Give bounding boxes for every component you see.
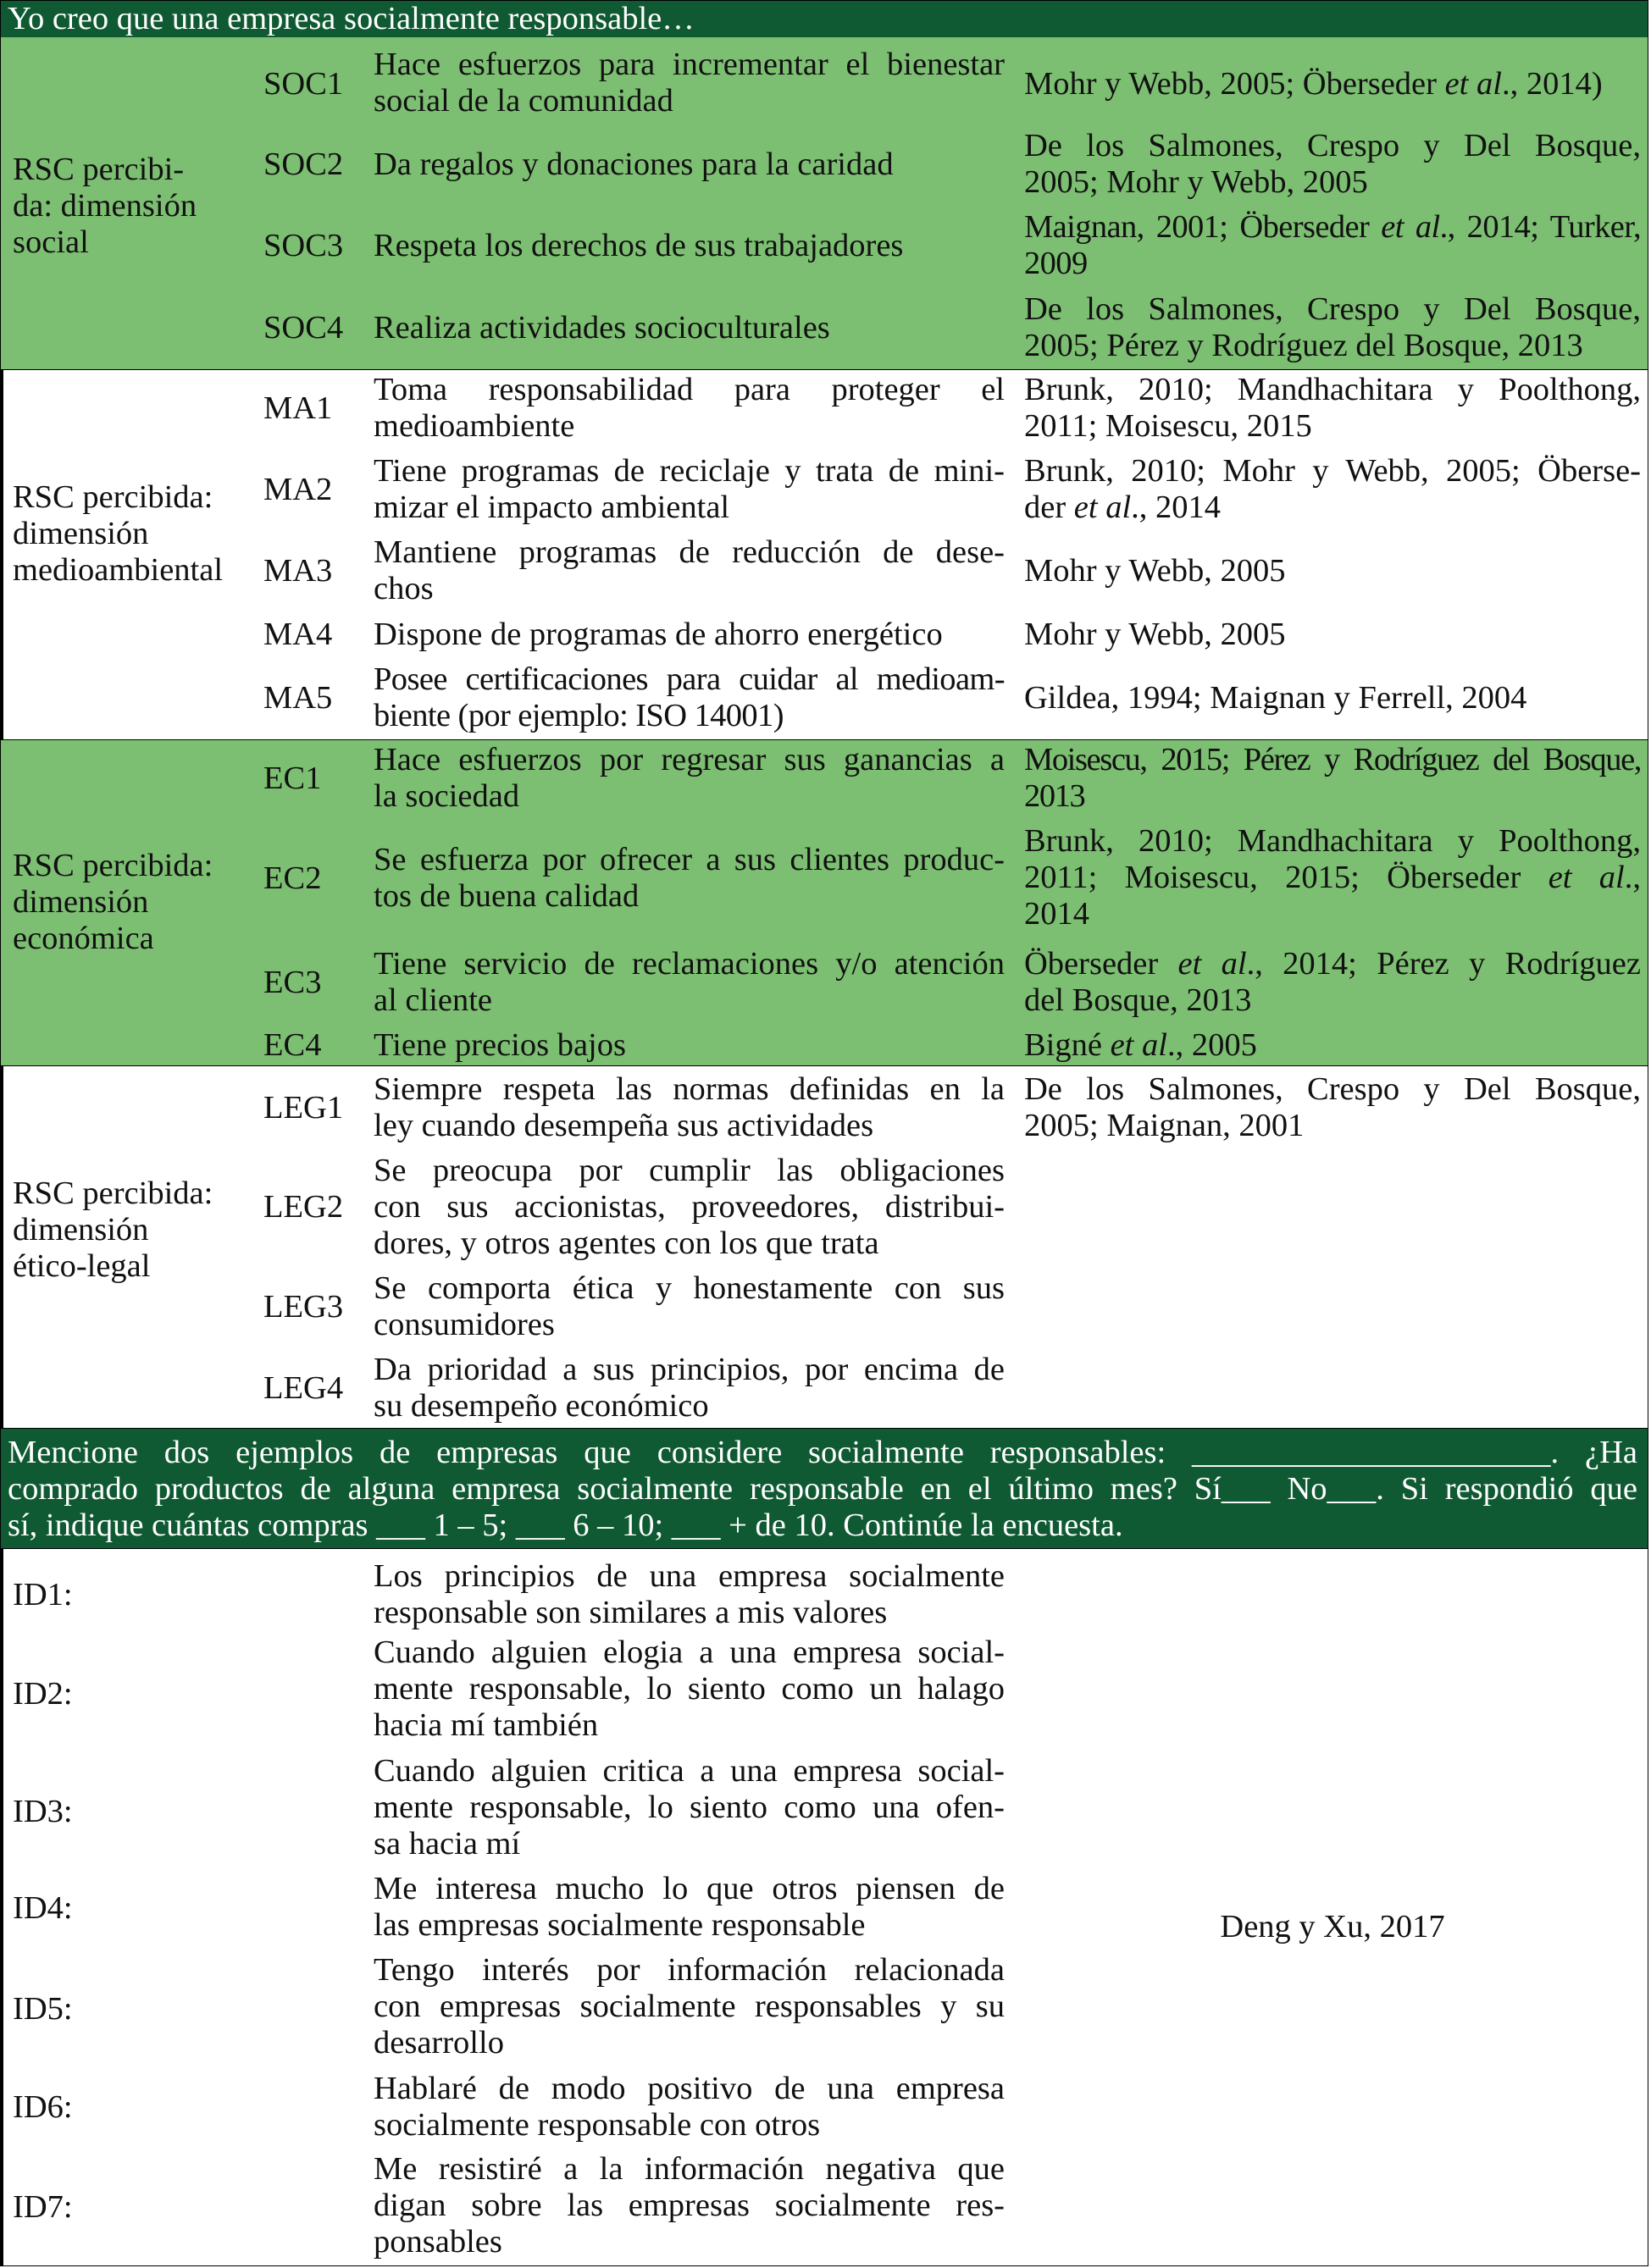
- item-source: Brunk, 2010; Mohr y Webb, 2005; Öberse- der et al., 2014: [1024, 453, 1641, 525]
- divider: [1, 1548, 1648, 1549]
- section-economic: [1, 739, 1648, 1065]
- item-code: EC3: [263, 965, 322, 1000]
- item-source: De los Salmones, Crespo y Del Bosque, 2005; Pérez y Rodríguez del Bosque, 2013: [1024, 291, 1641, 363]
- item-text: Se preocupa por cumplir las obligaciones con sus accionistas, proveedores, distribui- dores, y otros agentes con los que trata: [374, 1153, 1005, 1261]
- header-text: Yo creo que una empresa socialmente responsable…: [8, 1, 695, 36]
- item-code: SOC4: [263, 310, 344, 346]
- item-code: EC1: [263, 761, 322, 796]
- dimension-label: RSC percibi- da: dimensión social: [13, 152, 197, 260]
- item-source: Mohr y Webb, 2005: [1024, 553, 1286, 589]
- item-text: Se comporta ética y honestamente con sus consumidores: [374, 1270, 1005, 1342]
- divider: [1, 1065, 1648, 1066]
- item-text: Hace esfuerzos para incrementar el bienestar social de la comunidad: [374, 47, 1005, 119]
- item-text: Respeta los derechos de sus trabajadores: [374, 228, 904, 263]
- item-text: Realiza actividades socioculturales: [374, 310, 830, 346]
- item-text: Tiene servicio de reclamaciones y/o atención al cliente: [374, 946, 1005, 1018]
- item-text: Hace esfuerzos por regresar sus ganancias a la sociedad: [374, 742, 1005, 814]
- item-code: EC4: [263, 1027, 322, 1063]
- item-code: ID6:: [13, 2089, 73, 2125]
- item-text: Me resistiré a la información negativa que digan sobre las empresas socialmente res- ponsables: [374, 2151, 1005, 2260]
- item-code: SOC2: [263, 147, 344, 182]
- item-text: Tiene precios bajos: [374, 1027, 626, 1063]
- divider: [1, 739, 1648, 740]
- item-code: LEG4: [263, 1370, 344, 1406]
- item-text: Los principios de una empresa socialmente responsable son similares a mis valores: [374, 1558, 1005, 1630]
- item-code: MA4: [263, 617, 333, 652]
- item-text: Dispone de programas de ahorro energético: [374, 617, 943, 652]
- table-header: [1, 1, 1648, 37]
- item-code: ID7:: [13, 2189, 73, 2225]
- item-code: MA5: [263, 680, 333, 716]
- item-text: Cuando alguien elogia a una empresa social- mente responsable, lo siento como un halago hacia mí también: [374, 1635, 1005, 1743]
- item-source: Öberseder et al., 2014; Pérez y Rodríguez del Bosque, 2013: [1024, 946, 1641, 1018]
- item-code: SOC1: [263, 66, 344, 102]
- item-source: De los Salmones, Crespo y Del Bosque, 2005; Mohr y Webb, 2005: [1024, 128, 1641, 200]
- item-code: LEG1: [263, 1090, 344, 1126]
- question-line: sí, indique cuántas compras ___ 1 – 5; ___ 6 – 10; ___ + de 10. Continúe la encuesta.: [8, 1507, 1123, 1543]
- item-text: Tengo interés por información relacionada con empresas socialmente responsables y su desarrollo: [374, 1952, 1005, 2061]
- item-code: EC2: [263, 860, 322, 896]
- item-source: De los Salmones, Crespo y Del Bosque, 2005; Maignan, 2001: [1024, 1071, 1641, 1143]
- item-text: Tiene programas de reciclaje y trata de mini- mizar el impacto ambiental: [374, 453, 1005, 525]
- item-code: LEG2: [263, 1189, 344, 1225]
- item-text: Mantiene programas de reducción de dese- chos: [374, 534, 1005, 606]
- item-source: Maignan, 2001; Öberseder et al., 2014; Turker, 2009: [1024, 209, 1641, 281]
- item-code: MA3: [263, 553, 333, 589]
- item-source: Moisescu, 2015; Pérez y Rodríguez del Bosque, 2013: [1024, 742, 1641, 814]
- item-source: Bigné et al., 2005: [1024, 1027, 1257, 1063]
- item-text: Da regalos y donaciones para la caridad: [374, 147, 894, 182]
- item-code: SOC3: [263, 228, 344, 263]
- item-text: Hablaré de modo positivo de una empresa socialmente responsable con otros: [374, 2071, 1005, 2143]
- dimension-label: RSC percibida: dimensión medioambiental: [13, 479, 224, 588]
- item-text: Se esfuerza por ofrecer a sus clientes produc- tos de buena calidad: [374, 842, 1005, 914]
- item-code: LEG3: [263, 1289, 344, 1325]
- item-source: Brunk, 2010; Mandhachitara y Poolthong, 2011; Moisescu, 2015: [1024, 372, 1641, 444]
- question-line: Mencione dos ejemplos de empresas que considere socialmente responsables: ______________________. ¿Ha: [8, 1435, 1637, 1470]
- item-text: Toma responsabilidad para proteger el medioambiente: [374, 372, 1005, 444]
- purchase-question: [1, 1428, 1648, 1548]
- item-text: Me interesa mucho lo que otros piensen de las empresas socialmente responsable: [374, 1871, 1005, 1943]
- item-text: Siempre respeta las normas definidas en la ley cuando desempeña sus actividades: [374, 1071, 1005, 1143]
- item-source: Mohr y Webb, 2005: [1024, 617, 1286, 652]
- item-source: Brunk, 2010; Mandhachitara y Poolthong, 2011; Moisescu, 2015; Öberseder et al., 2014: [1024, 823, 1641, 932]
- item-code: MA1: [263, 390, 333, 426]
- dimension-label: RSC percibida: dimensión ético-legal: [13, 1175, 213, 1284]
- identification-source: Deng y Xu, 2017: [1220, 1909, 1445, 1944]
- section-social: [1, 37, 1648, 369]
- section-ethical-legal: [1, 1065, 1648, 1428]
- divider: [1, 1428, 1648, 1429]
- section-environmental: [1, 369, 1648, 739]
- dimension-label: RSC percibida: dimensión económica: [13, 848, 213, 956]
- item-text: Cuando alguien critica a una empresa social- mente responsable, lo siento como una ofen- sa hacia mí: [374, 1753, 1005, 1861]
- item-code: ID3:: [13, 1794, 73, 1829]
- item-code: MA2: [263, 472, 333, 507]
- item-code: ID1:: [13, 1577, 73, 1612]
- question-line: comprado productos de alguna empresa socialmente responsable en el último mes? Sí___ No___. Si respondió que: [8, 1471, 1637, 1507]
- item-code: ID2:: [13, 1676, 73, 1712]
- divider: [1, 369, 1648, 370]
- item-text: Posee certificaciones para cuidar al medioam- biente (por ejemplo: ISO 14001): [374, 661, 1005, 733]
- section-identification: [1, 1548, 1648, 2266]
- divider: [1, 1065, 3, 1428]
- item-text: Da prioridad a sus principios, por encima de su desempeño económico: [374, 1352, 1005, 1424]
- item-code: ID5:: [13, 1991, 73, 2027]
- divider: [1, 1548, 3, 2266]
- item-code: ID4:: [13, 1890, 73, 1926]
- item-source: Gildea, 1994; Maignan y Ferrell, 2004: [1024, 680, 1527, 716]
- item-source: Mohr y Webb, 2005; Öberseder et al., 2014): [1024, 66, 1603, 102]
- divider: [1, 369, 3, 739]
